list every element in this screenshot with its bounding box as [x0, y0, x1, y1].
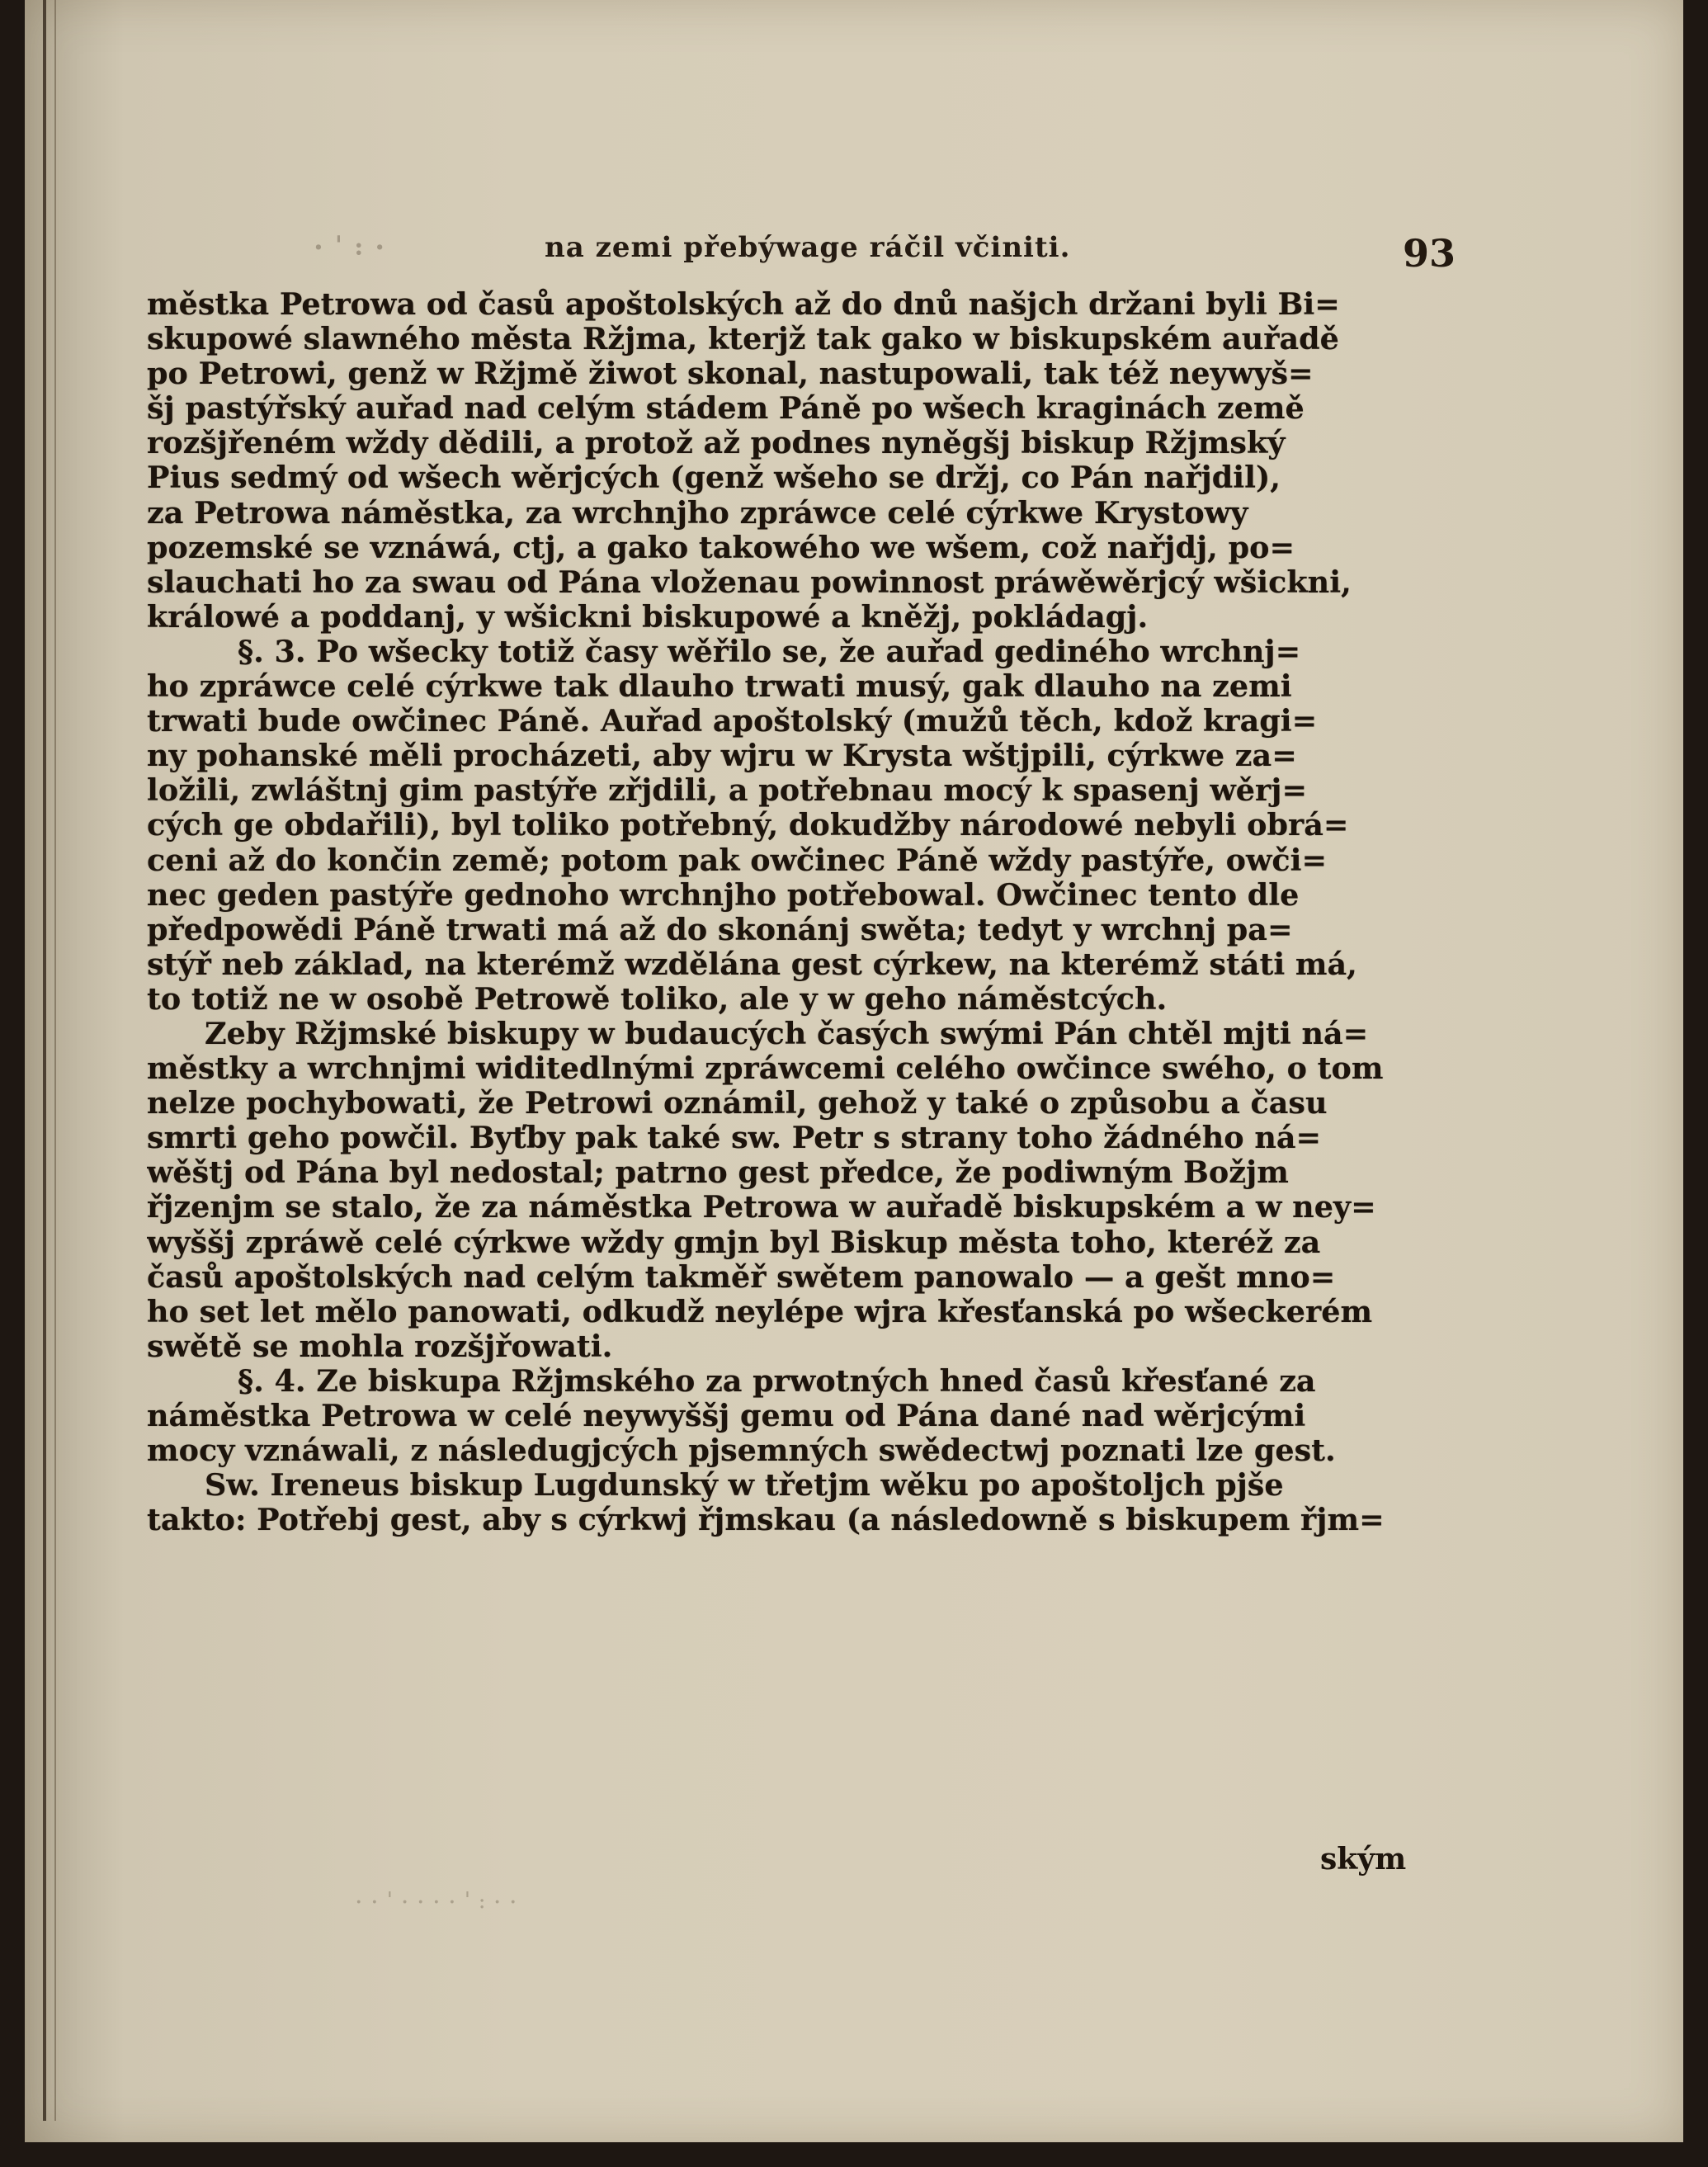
text-line: wyššj zpráwě celé cýrkwe wždy gmjn byl Biskup města toho, kteréž za — [147, 1225, 1321, 1260]
paragraph-start-line: Zeby Ržjmské biskupy w budaucých časých swými Pán chtěl mjti ná= — [205, 1016, 1369, 1051]
text-line: trwati bude owčinec Páně. Auřad apoštolský (mužů těch, kdož kragi= — [147, 704, 1318, 739]
section-3-heading-line: §. 3. Po wšecky totiž časy wěřilo se, že auřad gediného wrchnj= — [238, 634, 1301, 669]
text-line: městky a wrchnjmi widitedlnými zpráwcemi celého owčince swého, o tom — [147, 1051, 1384, 1087]
text-line: předpowědi Páně trwati má až do skonánj swěta; tedyt y wrchnj pa= — [147, 912, 1293, 947]
binding-edge — [43, 0, 46, 2121]
section-4-heading-line: §. 4. Ze biskupa Ržjmského za prwotných hned časů křesťané za — [238, 1363, 1316, 1399]
text-line: ho zpráwce celé cýrkwe tak dlauho trwati musý, gak dlauho na zemi — [147, 669, 1292, 705]
text-line: časů apoštolských nad celým takměř swětem panowalo — a gešt mno= — [147, 1259, 1336, 1295]
text-line: řjzenjm se stalo, že za náměstka Petrowa w auřadě biskupském a w ney= — [147, 1190, 1376, 1225]
header-ornament-icon: · ˈ ꞉ · — [314, 231, 386, 264]
text-line: městka Petrowa od časů apoštolských až do dnů našjch držani byli Bi= — [147, 287, 1340, 322]
text-line: po Petrowi, genž w Ržjmě žiwot skonal, nastupowali, tak též neywyš= — [147, 356, 1314, 392]
text-line: slauchati ho za swau od Pána vloženau powinnost práwěwěrjcý wšickni, — [147, 564, 1352, 600]
text-line: ložili, zwláštnj gim pastýře zřjdili, a potřebnau mocý k spasenj wěrj= — [147, 773, 1308, 809]
text-line: nec geden pastýře gednoho wrchnjho potřebowal. Owčinec tento dle — [147, 877, 1300, 913]
text-line: ny pohanské měli procházeti, aby wjru w Krysta wštjpili, cýrkwe za= — [147, 739, 1297, 774]
text-line: to totiž ne w osobě Petrowě toliko, ale y w geho náměstcých. — [147, 981, 1168, 1017]
text-line: stýř neb základ, na kterémž wzdělána gest cýrkew, na kterémž státi má, — [147, 947, 1357, 982]
catchword: ským — [1320, 1842, 1407, 1877]
text-line: za Petrowa náměstka, za wrchnjho zpráwce celé cýrkwe Krystowy — [147, 495, 1248, 531]
text-line: králowé a poddanj, y wšickni biskupowé a kněžj, pokládagj. — [147, 599, 1149, 635]
text-line: swětě se mohla rozšjřowati. — [147, 1329, 613, 1364]
text-line: takto: Potřebj gest, aby s cýrkwj řjmskau (a následowně s biskupem řjm= — [147, 1503, 1385, 1538]
text-line: smrti geho powčil. Byťby pak také sw. Petr s strany toho žádného ná= — [147, 1121, 1322, 1156]
text-line: mocy vznáwali, z následugjcých pjsemných swědectwj poznati lze gest. — [147, 1433, 1336, 1469]
text-line: nelze pochybowati, že Petrowi oznámil, gehož y také o způsobu a času — [147, 1086, 1328, 1121]
text-line: wěštj od Pána byl nedostal; patrno gest předce, že podiwným Božjm — [147, 1155, 1289, 1191]
text-line: ceni až do končin země; potom pak owčinec Páně wždy pastýře, owči= — [147, 843, 1328, 878]
binding-edge-inner — [54, 0, 56, 2121]
text-line: náměstka Petrowa w celé neywyššj gemu od Pána dané nad wěrjcými — [147, 1399, 1306, 1433]
running-header — [314, 224, 1469, 274]
text-line: skupowé slawného města Ržjma, kterjž tak gako w biskupském auřadě — [147, 322, 1339, 357]
text-line: pozemské se vznáwá, ctj, a gako takowého we wšem, což nařjdj, po= — [147, 530, 1295, 565]
text-line: šj pastýřský auřad nad celým stádem Páně po wšech kraginách země — [147, 391, 1305, 427]
show-through-ornament-icon: · · ˈ · · · · ˈ ꞉ · · — [355, 1888, 517, 1917]
text-line: rozšjřeném wždy dědili, a protož až podnes nyněgšj biskup Ržjmský — [147, 426, 1286, 461]
text-line: ho set let mělo panowati, odkudž neylépe wjra křesťanská po wšeckerém — [147, 1294, 1373, 1329]
paragraph-start-line: Sw. Ireneus biskup Lugdunský w třetjm wěku po apoštoljch pjše — [205, 1468, 1284, 1504]
text-line: Pius sedmý od wšech wěrjcých (genž wšeho se držj, co Pán nařjdil), — [147, 460, 1281, 496]
running-title: na zemi přebýwage ráčil včiniti. — [545, 231, 1071, 264]
page-number: 93 — [1403, 231, 1456, 276]
body-text — [147, 287, 1434, 1537]
text-line: cých ge obdařili), byl toliko potřebný, dokudžby národowé nebyli obrá= — [147, 808, 1349, 843]
